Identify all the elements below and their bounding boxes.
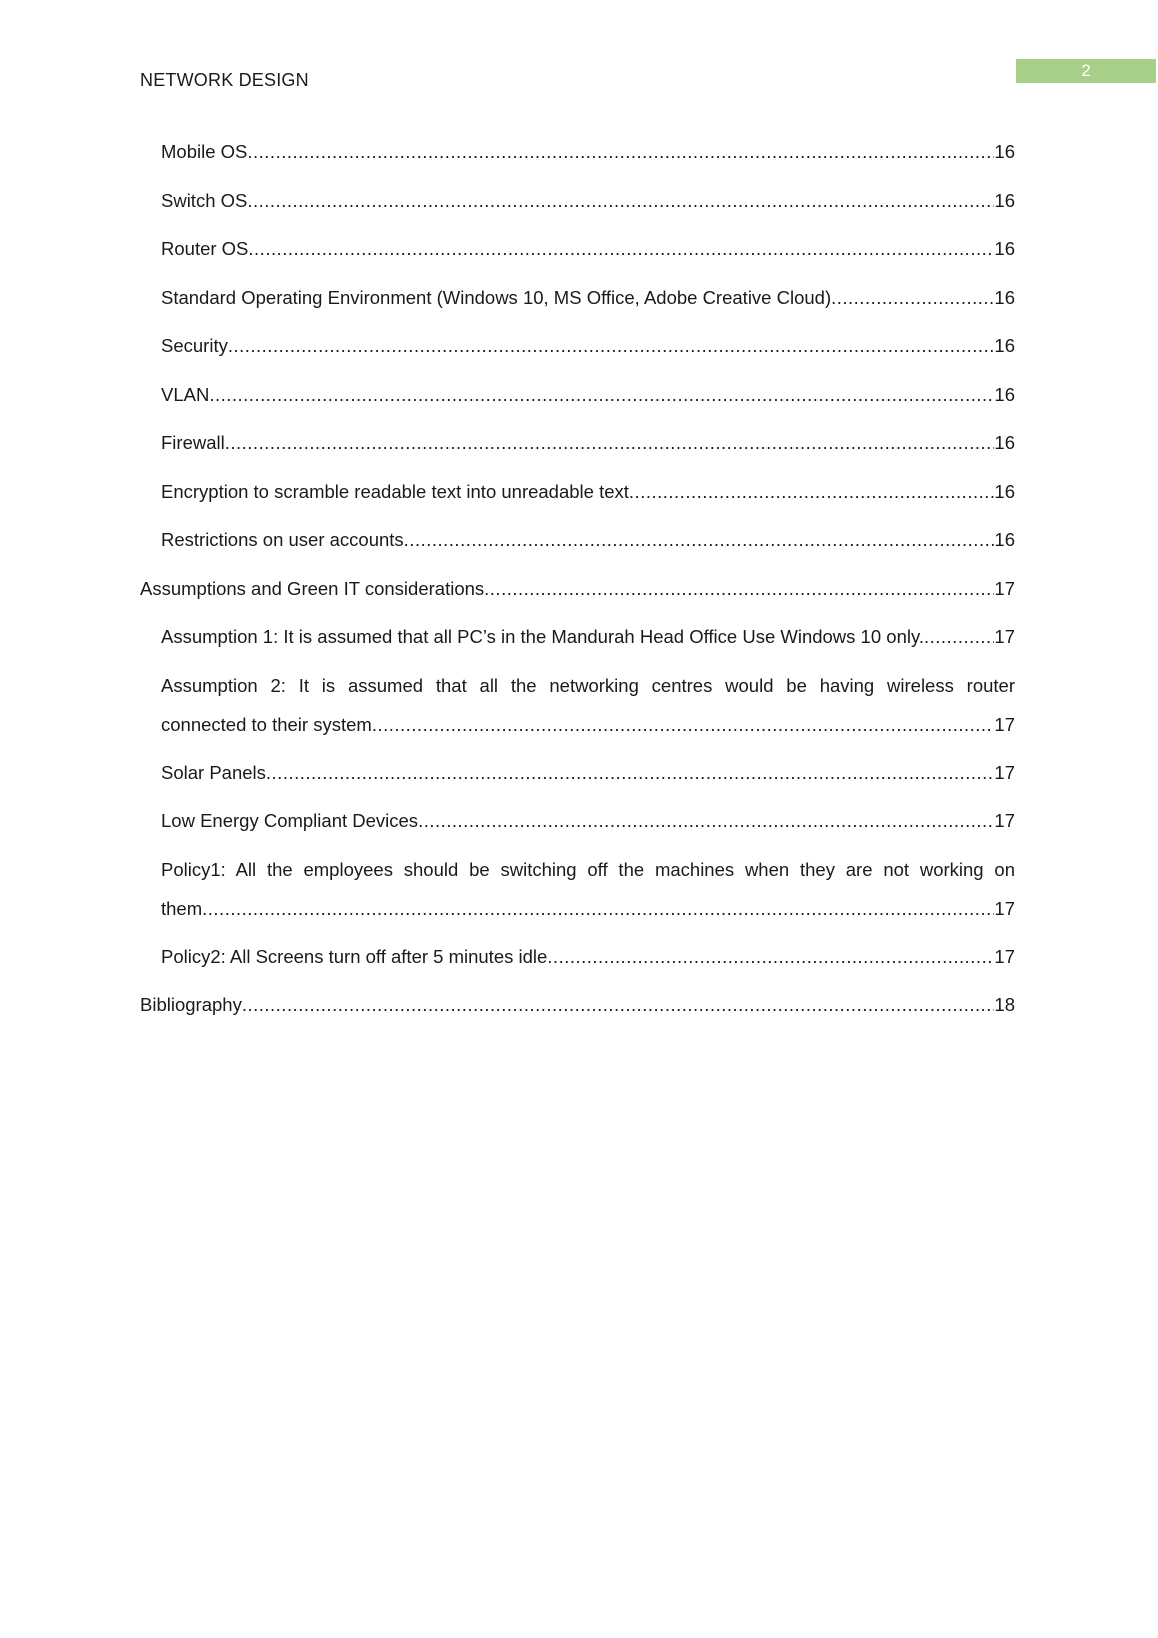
dot-leader (247, 181, 994, 220)
toc-entry-solar-panels[interactable] (161, 753, 1015, 792)
toc-entry-low-energy-devices[interactable] (161, 801, 1015, 840)
dot-leader (924, 617, 994, 656)
dot-leader (418, 801, 994, 840)
toc-entry-page: 16 (994, 529, 1015, 550)
dot-leader (266, 753, 995, 792)
toc-entry-text: Standard Operating Environment (Windows 10, MS Office, Adobe Creative Cloud) (161, 287, 832, 308)
toc-entry-standard-operating-environment[interactable] (161, 278, 1015, 317)
toc-entry-router-os[interactable] (161, 229, 1015, 268)
toc-entry-security[interactable] (161, 326, 1015, 365)
toc-entry-text-line-1: Policy1: All the employees should be switching off the machines when they are not working on (161, 859, 1015, 880)
toc-entry-text: Firewall (161, 432, 225, 453)
toc-entry-policy-2[interactable] (161, 937, 1015, 976)
toc-entry-text: Security (161, 335, 228, 356)
toc-entry-assumptions-green-it[interactable] (140, 569, 1015, 608)
toc-entry-assumption-2[interactable] (161, 666, 1015, 744)
toc-entry-text: Switch OS (161, 190, 248, 211)
toc-entry-page: 17 (994, 762, 1015, 783)
dot-leader (228, 326, 995, 365)
toc-entry-page: 16 (994, 238, 1015, 259)
toc-entry-page: 17 (994, 626, 1015, 647)
toc-entry-text-line-1: Assumption 2: It is assumed that all the networking centres would be having wireless router (161, 675, 1015, 696)
toc-entry-text: Router OS (161, 238, 249, 259)
toc-entry-switch-os[interactable] (161, 181, 1015, 220)
toc-entry-page: 16 (994, 287, 1015, 308)
toc-entry-text: Assumption 1: It is assumed that all PC’s in the Mandurah Head Office Use Windows 10 only. (161, 626, 924, 647)
dot-leader (831, 278, 994, 317)
toc-entry-firewall[interactable] (161, 423, 1015, 462)
toc-entry-text: Encryption to scramble readable text into unreadable text (161, 481, 629, 502)
dot-leader (202, 889, 994, 928)
toc-entry-page: 16 (994, 190, 1015, 211)
toc-entry-page: 17 (994, 578, 1015, 599)
toc-entry-encryption[interactable] (161, 472, 1015, 511)
toc-entry-policy-1[interactable] (161, 850, 1015, 928)
dot-leader (242, 985, 995, 1024)
toc-entry-text: Restrictions on user accounts (161, 529, 404, 550)
toc-entry-page: 16 (994, 384, 1015, 405)
toc-entry-restrictions[interactable] (161, 520, 1015, 559)
running-header: NETWORK DESIGN (140, 70, 309, 90)
dot-leader (484, 569, 994, 608)
dot-leader (547, 937, 994, 976)
toc-entry-page: 16 (994, 335, 1015, 356)
toc-entry-mobile-os[interactable] (161, 132, 1015, 171)
dot-leader (629, 472, 995, 511)
toc-entry-text-line-2: connected to their system (161, 714, 372, 735)
toc-entry-page: 16 (994, 432, 1015, 453)
toc-entry-text-line-2: them (161, 898, 203, 919)
toc-entry-page: 17 (994, 714, 1015, 735)
toc-entry-page: 18 (994, 994, 1015, 1015)
toc-entry-page: 17 (994, 946, 1015, 967)
toc-entry-vlan[interactable] (161, 375, 1015, 414)
toc-entry-text: Policy2: All Screens turn off after 5 minutes idle (161, 946, 548, 967)
dot-leader (225, 423, 995, 462)
toc-entry-text: Mobile OS (161, 141, 248, 162)
toc-entry-page: 16 (994, 141, 1015, 162)
dot-leader (248, 229, 994, 268)
dot-leader (372, 705, 995, 744)
toc-entry-text: Low Energy Compliant Devices (161, 810, 419, 831)
toc-entry-text: Assumptions and Green IT considerations (140, 578, 485, 599)
toc-entry-bibliography[interactable] (140, 985, 1015, 1024)
toc-entry-assumption-1[interactable] (161, 617, 1015, 656)
dot-leader (209, 375, 994, 414)
toc-entry-page: 17 (994, 810, 1015, 831)
toc-entry-page: 16 (994, 481, 1015, 502)
toc-entry-page: 17 (994, 898, 1015, 919)
toc-entry-text: Bibliography (140, 994, 242, 1015)
toc-entry-text: Solar Panels (161, 762, 266, 783)
toc-entry-text: VLAN (161, 384, 210, 405)
page-number-badge: 2 (1016, 59, 1156, 83)
dot-leader (247, 132, 994, 171)
dot-leader (404, 520, 995, 559)
